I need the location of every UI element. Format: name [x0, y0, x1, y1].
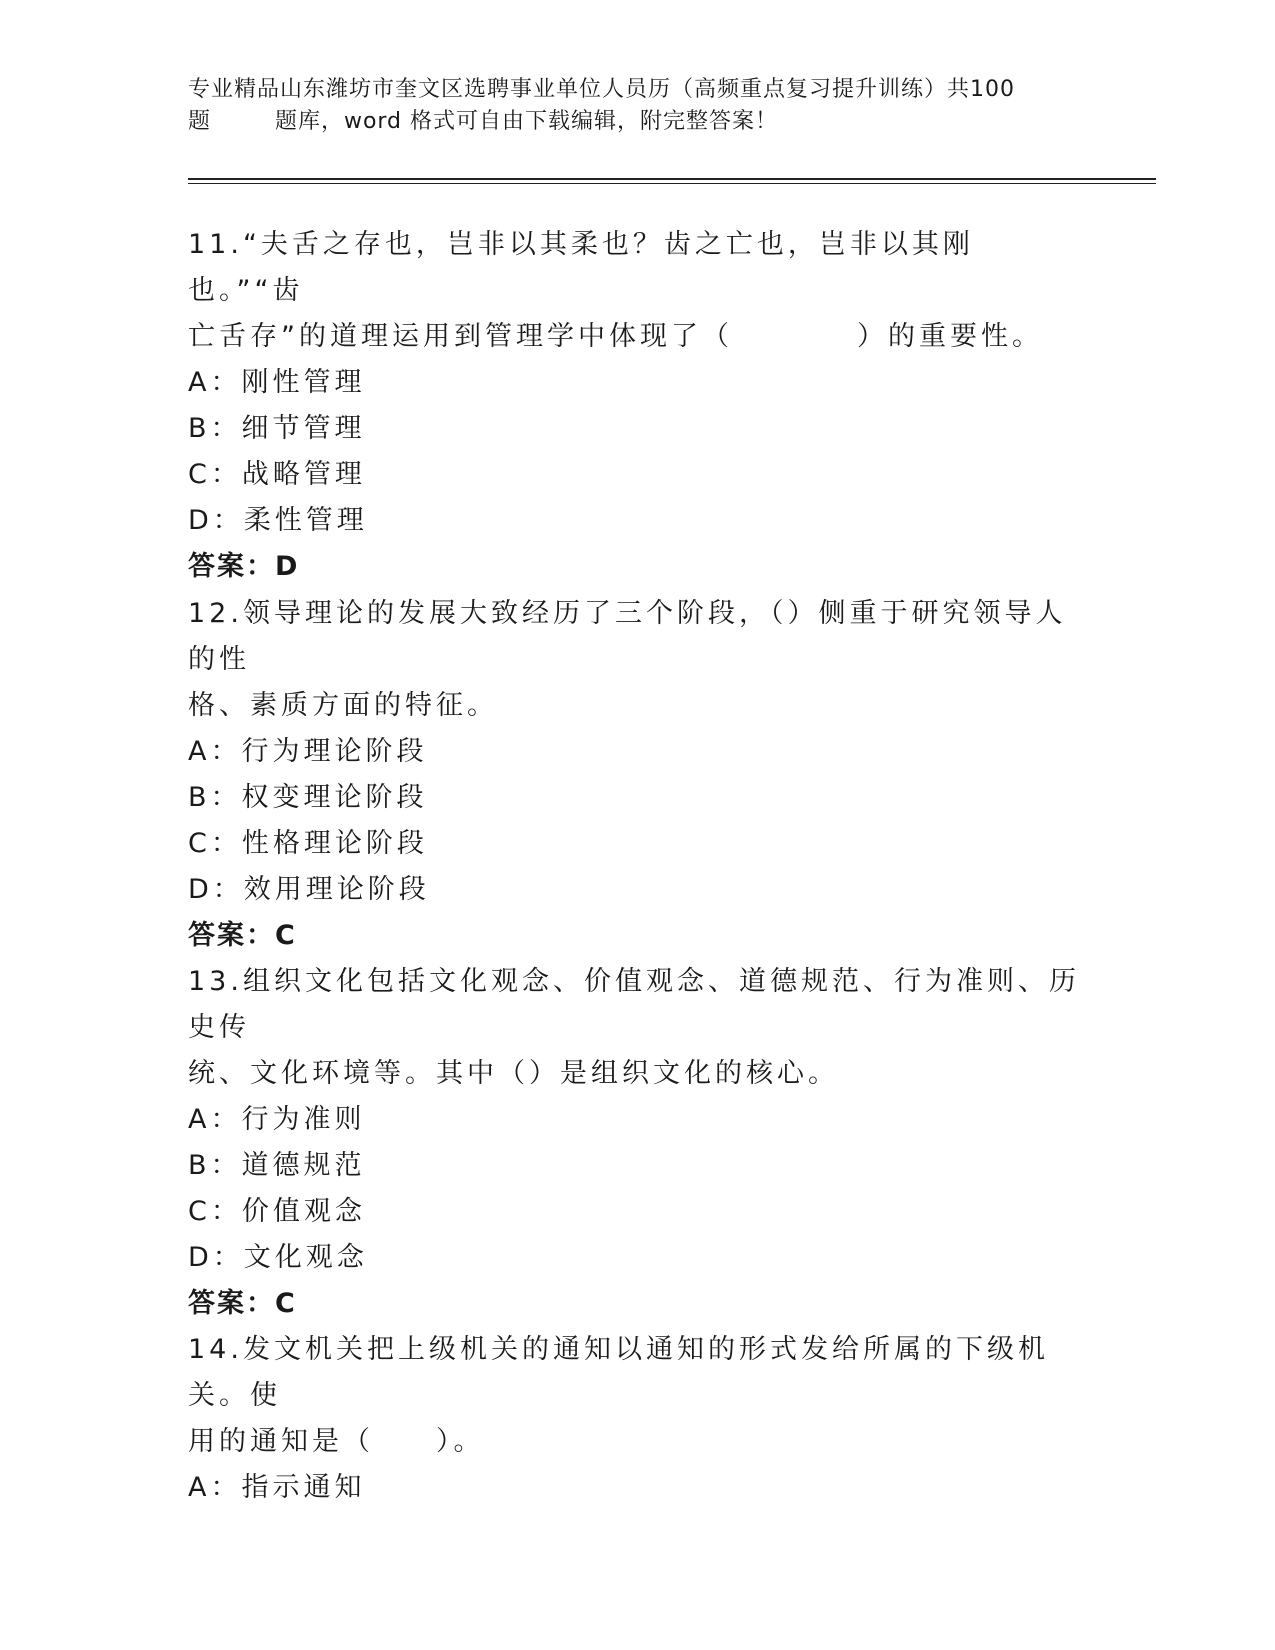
option-c: C：战略管理 [188, 459, 366, 490]
option-a: A：指示通知 [188, 1472, 366, 1503]
answer: 答案：C [188, 920, 297, 951]
question-stem-line: 格、素质方面的特征。 [188, 690, 498, 721]
question-stem-line: 12.领导理论的发展大致经历了三个阶段，（）侧重于研究领导人的性 [188, 598, 1067, 675]
header-rule-thick [188, 178, 1156, 180]
option-a: A：刚性管理 [188, 367, 366, 398]
header-rule-thin [188, 183, 1156, 184]
question-stem-line: 11.“夫舌之存也，岂非以其柔也？齿之亡也，岂非以其刚也。”“齿 [188, 229, 974, 306]
option-c: C：性格理论阶段 [188, 828, 428, 859]
option-b: B：权变理论阶段 [188, 782, 428, 813]
question-13 [188, 959, 1088, 1327]
answer: 答案：D [188, 551, 300, 582]
option-c: C：价值观念 [188, 1196, 366, 1227]
question-stem-line: 统、文化环境等。其中（）是组织文化的核心。 [188, 1058, 839, 1089]
option-a: A：行为准则 [188, 1104, 366, 1135]
header-line-2: 题 题库，word 格式可自由下载编辑，附完整答案！ [188, 109, 779, 134]
answer: 答案：C [188, 1288, 297, 1319]
document-header [188, 74, 1088, 138]
question-stem-line: 13.组织文化包括文化观念、价值观念、道德规范、行为准则、历史传 [188, 966, 1080, 1043]
question-stem-line: 用的通知是（ ）。 [188, 1426, 485, 1457]
option-d: D：文化观念 [188, 1242, 368, 1273]
option-b: B：细节管理 [188, 413, 366, 444]
question-14 [188, 1327, 1088, 1511]
option-d: D：效用理论阶段 [188, 874, 430, 905]
option-d: D：柔性管理 [188, 505, 368, 536]
header-line-1: 专业精品山东潍坊市奎文区选聘事业单位人员历（高频重点复习提升训练）共100 [188, 77, 1015, 102]
question-11 [188, 222, 1088, 590]
option-b: B：道德规范 [188, 1150, 366, 1181]
question-stem-line: 14.发文机关把上级机关的通知以通知的形式发给所属的下级机关。使 [188, 1334, 1049, 1411]
question-stem-line: 亡舌存”的道理运用到管理学中体现了（ ）的重要性。 [188, 321, 1043, 352]
option-a: A：行为理论阶段 [188, 736, 428, 767]
question-12 [188, 591, 1088, 959]
